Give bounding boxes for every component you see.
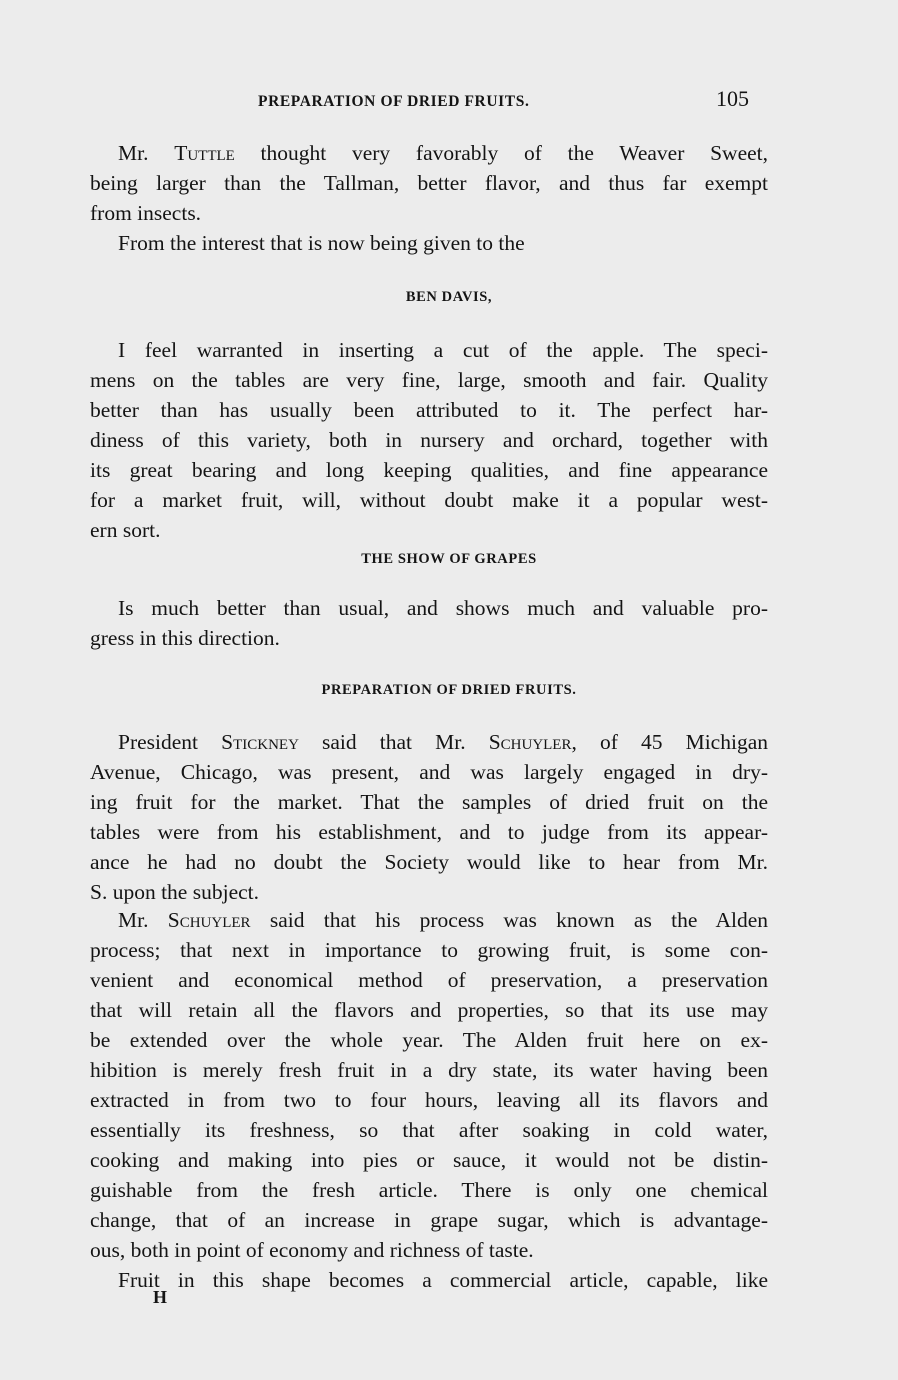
paragraph-6-line-5: be extended over the whole year. The Alden fruit here on ex- xyxy=(90,1028,768,1052)
paragraph-4-line-2: gress in this direction. xyxy=(90,626,280,650)
paragraph-5-line-4: tables were from his establishment, and to judge from its appear- xyxy=(90,820,768,844)
paragraph-6-line-2: process; that next in importance to growing fruit, is some con- xyxy=(90,938,768,962)
name-stickney: Stickney xyxy=(221,730,299,754)
paragraph-5-line-5: ance he had no doubt the Society would like to hear from Mr. xyxy=(90,850,768,874)
paragraph-3-line-2: mens on the tables are very fine, large, smooth and fair. Quality xyxy=(90,368,768,392)
paragraph-6-line-8: essentially its freshness, so that after soaking in cold water, xyxy=(90,1118,768,1142)
heading-preparation-dried-fruits: PREPARATION OF DRIED FRUITS. xyxy=(321,682,577,698)
name-tuttle: Tuttle xyxy=(174,141,235,165)
paragraph-5-line-1: President Stickney said that Mr. Schuyler, of 45 Michigan xyxy=(118,730,768,754)
heading-show-of-grapes: THE SHOW OF GRAPES xyxy=(361,551,537,567)
paragraph-3-line-1: I feel warranted in inserting a cut of the apple. The speci- xyxy=(118,338,768,362)
running-title: PREPARATION OF DRIED FRUITS. xyxy=(258,93,530,110)
page-number: 105 xyxy=(716,86,749,111)
paragraph-5-line-3: ing fruit for the market. That the samples of dried fruit on the xyxy=(90,790,768,814)
paragraph-3-line-3: better than has usually been attributed to it. The perfect har- xyxy=(90,398,768,422)
paragraph-6-line-9: cooking and making into pies or sauce, it would not be distin- xyxy=(90,1148,768,1172)
name-schuyler: Schuyler xyxy=(488,730,572,754)
heading-ben-davis: BEN DAVIS, xyxy=(405,289,493,305)
paragraph-6-line-10: guishable from the fresh article. There is only one chemical xyxy=(90,1178,768,1202)
paragraph-6-line-6: hibition is merely fresh fruit in a dry state, its water having been xyxy=(90,1058,768,1082)
paragraph-3-line-5: its great bearing and long keeping qualities, and fine appearance xyxy=(90,458,768,482)
paragraph-1-line-3: from insects. xyxy=(90,201,202,225)
paragraph-6-line-12: ous, both in point of economy and richness of taste. xyxy=(90,1238,534,1262)
name-schuyler-2: Schuyler xyxy=(167,908,251,932)
paragraph-3-line-6: for a market fruit, will, without doubt make it a popular west- xyxy=(90,488,768,512)
paragraph-3-line-7: ern sort. xyxy=(90,518,161,542)
paragraph-1-line-1: Mr. Tuttle thought very favorably of the Weaver Sweet, xyxy=(118,141,769,165)
paragraph-3-line-4: diness of this variety, both in nursery and orchard, together with xyxy=(90,428,768,452)
paragraph-1-line-2: being larger than the Tallman, better flavor, and thus far exempt xyxy=(90,171,768,195)
paragraph-6-line-4: that will retain all the flavors and properties, so that its use may xyxy=(90,998,768,1022)
signature-mark: H xyxy=(153,1287,168,1307)
paragraph-2-line-1: From the interest that is now being given to the xyxy=(118,231,525,255)
paragraph-6-line-3: venient and economical method of preservation, a preservation xyxy=(90,968,768,992)
paragraph-6-line-11: change, that of an increase in grape sugar, which is advantage- xyxy=(90,1208,768,1232)
paragraph-5-line-2: Avenue, Chicago, was present, and was largely engaged in dry- xyxy=(90,760,768,784)
paragraph-4-line-1: Is much better than usual, and shows much and valuable pro- xyxy=(118,596,768,620)
paragraph-6-line-7: extracted in from two to four hours, leaving all its flavors and xyxy=(90,1088,768,1112)
paragraph-6-line-1: Mr. Schuyler said that his process was known as the Alden xyxy=(118,908,769,932)
paragraph-5-line-6: S. upon the subject. xyxy=(90,880,259,904)
paragraph-7-line-1: Fruit in this shape becomes a commercial article, capable, like xyxy=(118,1268,768,1292)
